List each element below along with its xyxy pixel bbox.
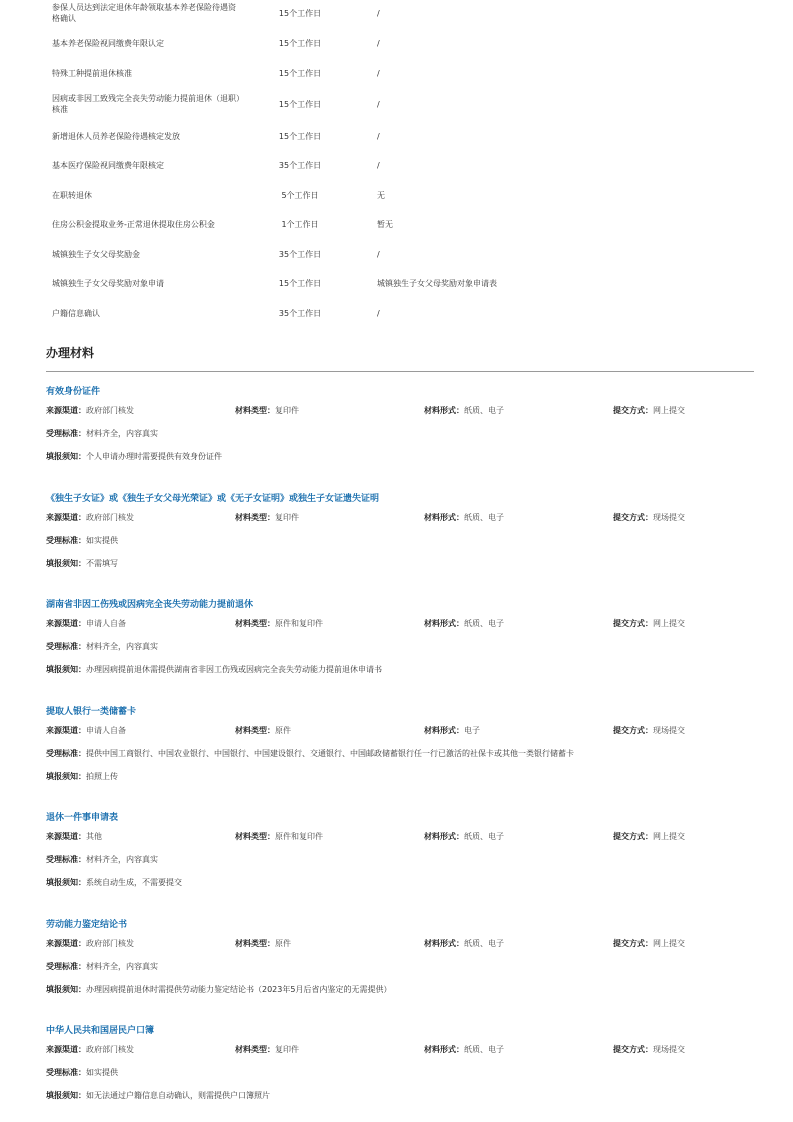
material-title: 退休一件事申请表 — [46, 813, 119, 823]
table-row — [0, 89, 793, 119]
item-form: / — [377, 249, 380, 259]
material-notice: 填报须知：办理因病提前退休需提供湖南省非因工伤残或因病完全丧失劳动能力提前退休申请书 — [46, 665, 382, 674]
item-name: 在职转退休 — [52, 190, 92, 200]
material-submit-method: 提交方式：现场提交 — [613, 513, 685, 522]
item-time-limit: 15个工作日 — [278, 99, 322, 109]
item-name: 基本养老保险视同缴费年限认定 — [52, 38, 164, 48]
material-submit-method: 提交方式：现场提交 — [613, 726, 685, 735]
material-type: 材料类型：复印件 — [235, 406, 299, 415]
material-card — [46, 1023, 754, 1113]
material-standard: 受理标准：如实提供 — [46, 536, 118, 545]
table-row — [0, 209, 793, 239]
material-type: 材料类型：复印件 — [235, 513, 299, 522]
material-card — [46, 810, 754, 900]
material-notice: 填报须知：办理因病提前退休时需提供劳动能力鉴定结论书（2023年5月后省内鉴定的无需提供） — [46, 985, 392, 994]
item-form: / — [377, 99, 380, 109]
material-source: 来源渠道：政府部门核发 — [46, 939, 134, 948]
material-source: 来源渠道：政府部门核发 — [46, 406, 134, 415]
material-card — [46, 917, 754, 1007]
table-row — [0, 180, 793, 210]
material-title: 湖南省非因工伤残或因病完全丧失劳动能力提前退休 — [46, 600, 254, 610]
item-time-limit: 1个工作日 — [281, 219, 319, 229]
material-submit-method: 提交方式：网上提交 — [613, 406, 685, 415]
material-notice: 填报须知：拍照上传 — [46, 772, 118, 781]
item-form: / — [377, 8, 380, 18]
item-form: / — [377, 308, 380, 318]
item-name: 特殊工种提前退休核准 — [52, 68, 132, 78]
material-submit-method: 提交方式：网上提交 — [613, 619, 685, 628]
table-row — [0, 0, 793, 28]
item-form: / — [377, 131, 380, 141]
item-name: 户籍信息确认 — [52, 308, 100, 318]
section-title-materials: 办理材料 — [46, 346, 95, 360]
material-source: 来源渠道：其他 — [46, 832, 102, 841]
item-name: 新增退休人员养老保险待遇核定发放 — [52, 131, 180, 141]
material-standard: 受理标准：材料齐全，内容真实 — [46, 429, 158, 438]
material-standard: 受理标准：提供中国工商银行、中国农业银行、中国银行、中国建设银行、交通银行、中国邮政储蓄银行任一行已激活的社保卡或其他一类银行储蓄卡 — [46, 749, 574, 758]
table-row — [0, 28, 793, 58]
material-title: 中华人民共和国居民户口簿 — [46, 1026, 155, 1036]
item-form: / — [377, 160, 380, 170]
item-time-limit: 5个工作日 — [281, 190, 319, 200]
material-type: 材料类型：原件 — [235, 726, 291, 735]
item-form: 无 — [377, 190, 385, 200]
material-title: 提取人银行一类储蓄卡 — [46, 707, 137, 717]
material-submit-method: 提交方式：网上提交 — [613, 939, 685, 948]
item-time-limit: 35个工作日 — [278, 308, 322, 318]
material-submit-method: 提交方式：现场提交 — [613, 1045, 685, 1054]
material-source: 来源渠道：申请人自备 — [46, 619, 126, 628]
material-standard: 受理标准：如实提供 — [46, 1068, 118, 1077]
material-notice: 填报须知：如无法通过户籍信息自动确认，则需提供户口簿照片 — [46, 1091, 270, 1100]
item-time-limit: 15个工作日 — [278, 8, 322, 18]
table-row — [0, 268, 793, 298]
item-time-limit: 15个工作日 — [278, 131, 322, 141]
material-form: 材料形式：纸质、电子 — [424, 406, 504, 415]
table-row — [0, 121, 793, 151]
material-form: 材料形式：纸质、电子 — [424, 832, 504, 841]
material-type: 材料类型：复印件 — [235, 1045, 299, 1054]
material-title: 劳动能力鉴定结论书 — [46, 920, 128, 930]
material-standard: 受理标准：材料齐全，内容真实 — [46, 962, 158, 971]
item-name: 住房公积金提取业务-正常退休提取住房公积金 — [52, 219, 215, 229]
material-card — [46, 491, 754, 581]
item-form: / — [377, 38, 380, 48]
material-card — [46, 597, 754, 687]
table-row — [0, 298, 793, 328]
material-submit-method: 提交方式：网上提交 — [613, 832, 685, 841]
section-divider — [46, 371, 754, 372]
item-name: 基本医疗保险视同缴费年限核定 — [52, 160, 164, 170]
table-row — [0, 58, 793, 88]
material-type: 材料类型：原件和复印件 — [235, 619, 323, 628]
item-time-limit: 15个工作日 — [278, 68, 322, 78]
material-title: 《独生子女证》或《独生子女父母光荣证》或《无子女证明》或独生子女证遗失证明 — [46, 494, 380, 504]
item-time-limit: 35个工作日 — [278, 160, 322, 170]
material-notice: 填报须知：个人申请办理时需要提供有效身份证件 — [46, 452, 222, 461]
material-standard: 受理标准：材料齐全，内容真实 — [46, 855, 158, 864]
item-form: 城镇独生子女父母奖励对象申请表 — [377, 278, 497, 288]
material-form: 材料形式：纸质、电子 — [424, 939, 504, 948]
material-card — [46, 384, 754, 474]
item-name: 因病或非因工致残完全丧失劳动能力提前退休（退职）核准 — [52, 94, 240, 114]
table-row — [0, 239, 793, 269]
item-name: 城镇独生子女父母奖励对象申请 — [52, 278, 164, 288]
material-card — [46, 704, 754, 794]
item-form: / — [377, 68, 380, 78]
material-form: 材料形式：纸质、电子 — [424, 1045, 504, 1054]
material-source: 来源渠道：政府部门核发 — [46, 513, 134, 522]
material-notice: 填报须知：系统自动生成，不需要提交 — [46, 878, 182, 887]
item-time-limit: 15个工作日 — [278, 38, 322, 48]
item-name: 城镇独生子女父母奖励金 — [52, 249, 140, 259]
item-time-limit: 35个工作日 — [278, 249, 322, 259]
item-name: 参保人员达到法定退休年龄领取基本养老保险待遇资格确认 — [52, 3, 236, 23]
material-form: 材料形式：电子 — [424, 726, 480, 735]
material-title: 有效身份证件 — [46, 387, 101, 397]
material-source: 来源渠道：政府部门核发 — [46, 1045, 134, 1054]
material-form: 材料形式：纸质、电子 — [424, 619, 504, 628]
material-form: 材料形式：纸质、电子 — [424, 513, 504, 522]
material-notice: 填报须知：不需填写 — [46, 559, 118, 568]
material-standard: 受理标准：材料齐全，内容真实 — [46, 642, 158, 651]
material-type: 材料类型：原件和复印件 — [235, 832, 323, 841]
material-source: 来源渠道：申请人自备 — [46, 726, 126, 735]
item-time-limit: 15个工作日 — [278, 278, 322, 288]
material-type: 材料类型：原件 — [235, 939, 291, 948]
table-row — [0, 150, 793, 180]
item-form: 暂无 — [377, 219, 393, 229]
